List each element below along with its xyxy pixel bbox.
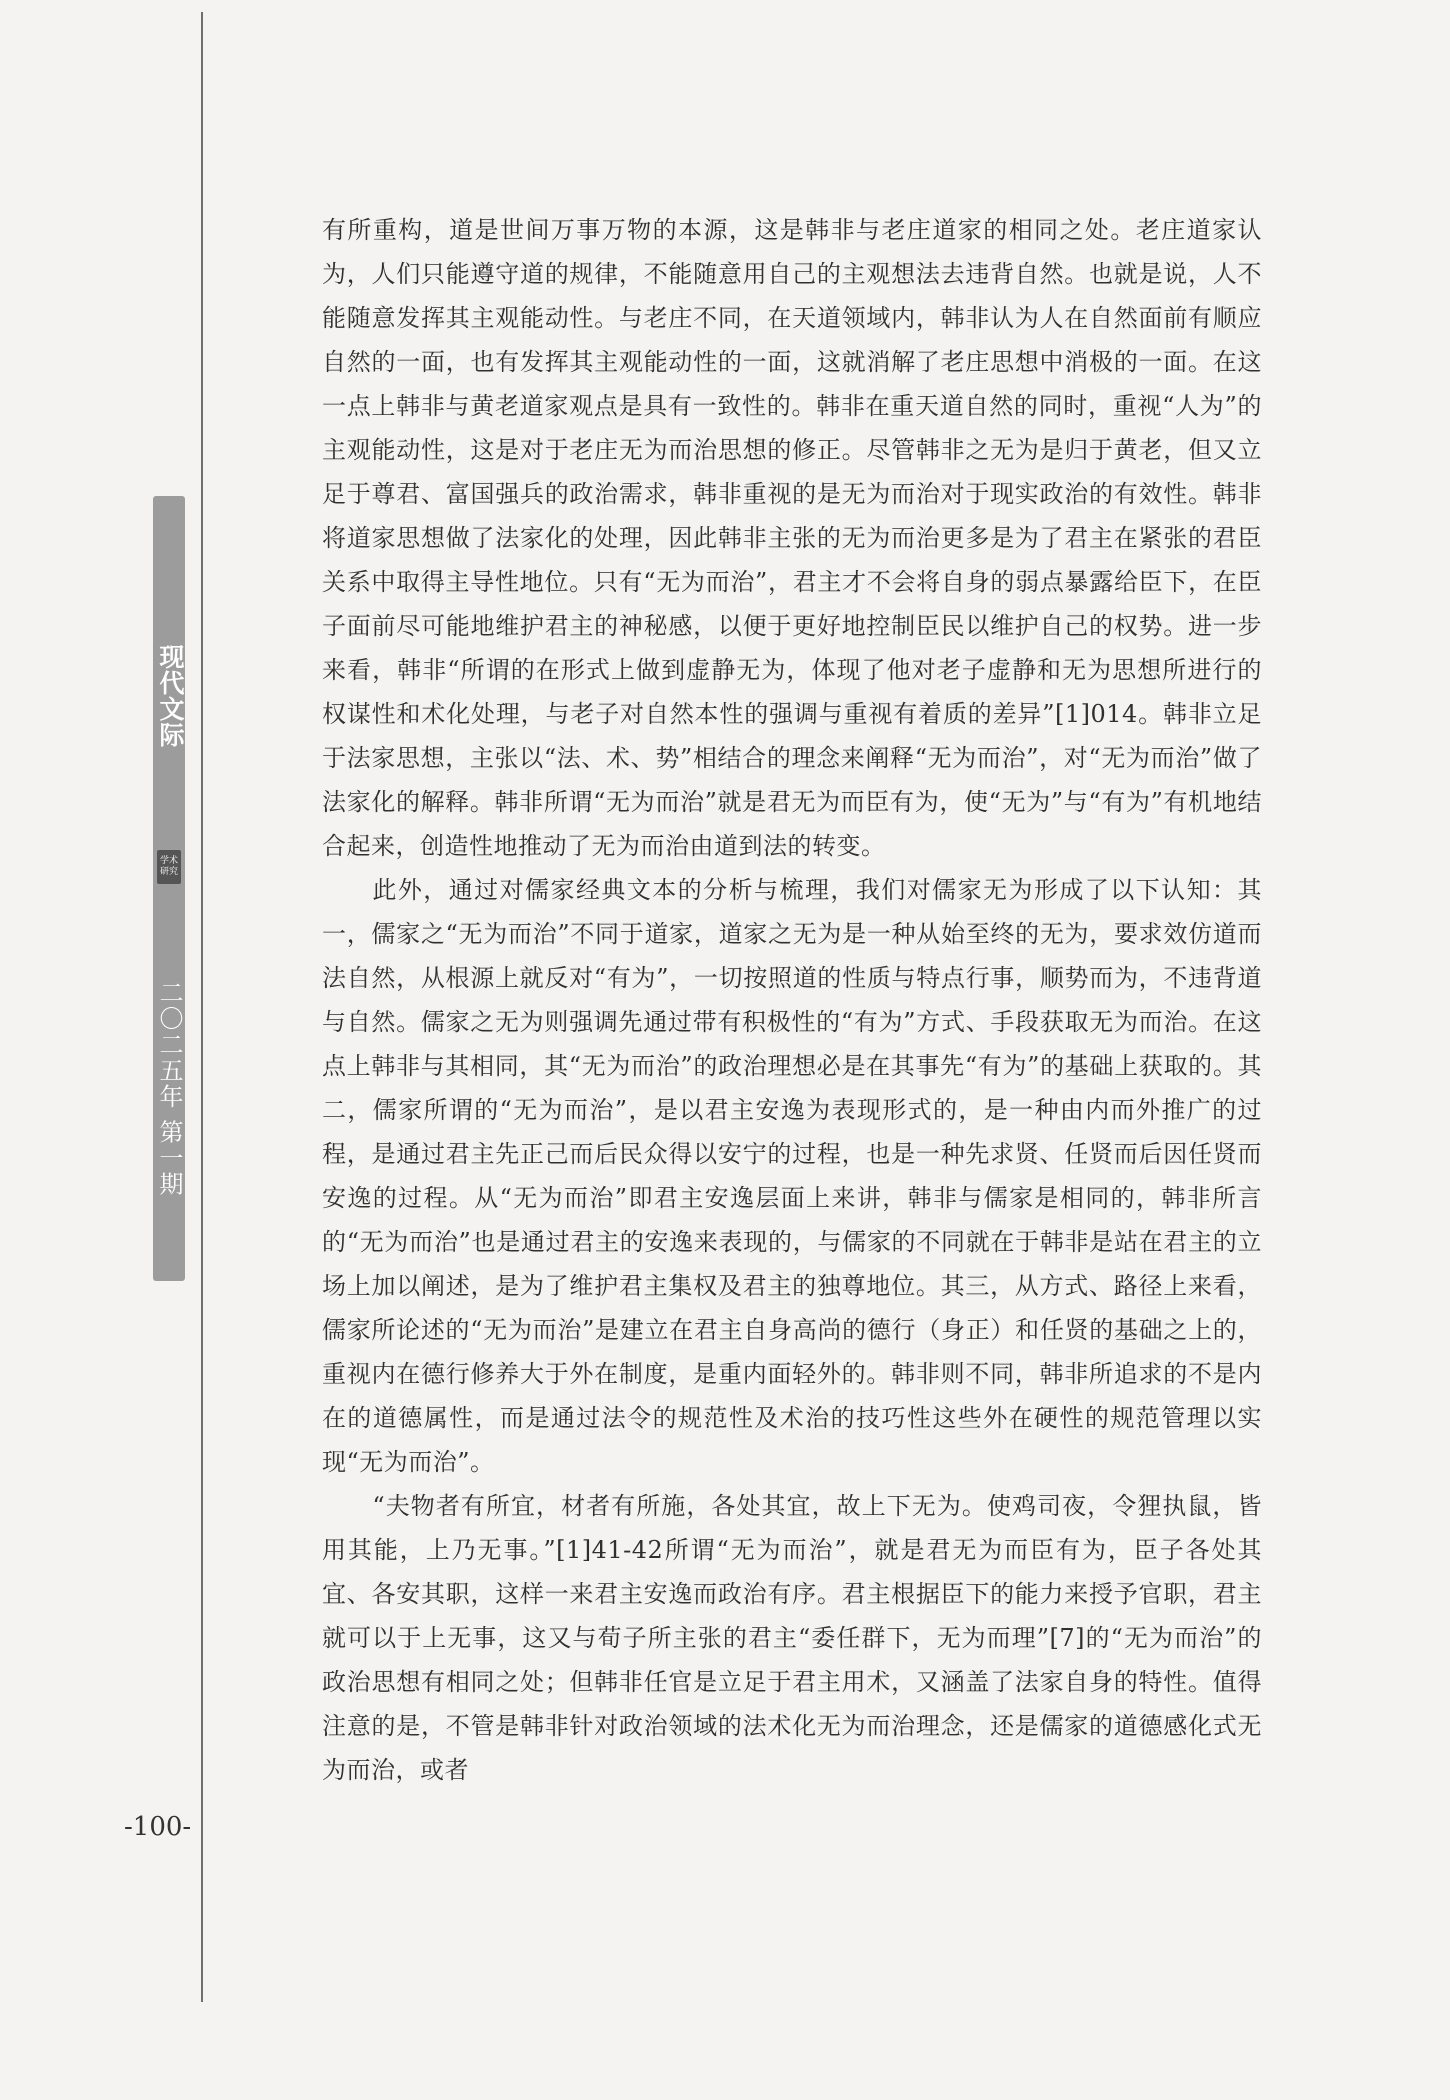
paragraph-3: “夫物者有所宜，材者有所施，各处其宜，故上下无为。使鸡司夜，令狸执鼠，皆用其能，上乃无事。”[1]41-42所谓“无为而治”，就是君无为而臣有为，臣子各处其宜、各安其职，这样一来君主安逸而政治有序。君主根据臣下的能力来授予官职，君主就可以于上无事，这又与荀子所主张的君主“委任群下，无为而理”[7]的“无为而治”的政治思想有相同之处；但韩非任官是立足于君主用术，又涵盖了法家自身的特性。值得注意的是，不管是韩非针对政治领域的法术化无为而治理念，还是儒家的道德感化式无为而治，或者 [322,1492,1262,1784]
paragraph-2: 此外，通过对儒家经典文本的分析与梳理，我们对儒家无为形成了以下认知：其一，儒家之“无为而治”不同于道家，道家之无为是一种从始至终的无为，要求效仿道而法自然，从根源上就反对“有为”，一切按照道的性质与特点行事，顺势而为，不违背道与自然。儒家之无为则强调先通过带有积极性的“有为”方式、手段获取无为而治。在这点上韩非与其相同，其“无为而治”的政治理想必是在其事先“有为”的基础上获取的。其二，儒家所谓的“无为而治”，是以君主安逸为表现形式的，是一种由内而外推广的过程，是通过君主先正己而后民众得以安宁的过程，也是一种先求贤、任贤而后因任贤而安逸的过程。从“无为而治”即君主安逸层面上来讲，韩非与儒家是相同的，韩非所言的“无为而治”也是通过君主的安逸来表现的，与儒家的不同就在于韩非是站在君主的立场上加以阐述，是为了维护君主集权及君主的独尊地位。其三，从方式、路径上来看，儒家所论述的“无为而治”是建立在君主自身高尚的德行（身正）和任贤的基础之上的，重视内在德行修养大于外在制度，是重内面轻外的。韩非则不同，韩非所追求的不是内在的道德属性，而是通过法令的规范性及术治的技巧性这些外在硬性的规范管理以实现“无为而治”。 [322,876,1262,1476]
paragraph-1: 有所重构，道是世间万事万物的本源，这是韩非与老庄道家的相同之处。老庄道家认为，人们只能遵守道的规律，不能随意用自己的主观想法去违背自然。也就是说，人不能随意发挥其主观能动性。与老庄不同，在天道领域内，韩非认为人在自然面前有顺应自然的一面，也有发挥其主观能动性的一面，这就消解了老庄思想中消极的一面。在这一点上韩非与黄老道家观点是具有一致性的。韩非在重天道自然的同时，重视“人为”的主观能动性，这是对于老庄无为而治思想的修正。尽管韩非之无为是归于黄老，但又立足于尊君、富国强兵的政治需求，韩非重视的是无为而治对于现实政治的有效性。韩非将道家思想做了法家化的处理，因此韩非主张的无为而治更多是为了君主在紧张的君臣关系中取得主导性地位。只有“无为而治”，君主才不会将自身的弱点暴露给臣下，在臣子面前尽可能地维护君主的神秘感，以便于更好地控制臣民以维护自己的权势。进一步来看，韩非“所谓的在形式上做到虚静无为，体现了他对老子虚静和无为思想所进行的权谋性和术化处理，与老子对自然本性的强调与重视有着质的差异”[1]014。韩非立足于法家思想，主张以“法、术、势”相结合的理念来阐释“无为而治”，对“无为而治”做了法家化的解释。韩非所谓“无为而治”就是君无为而臣有为，使“无为”与“有为”有机地结合起来，创造性地推动了无为而治由道到法的转变。 [322,216,1262,860]
issue-label: 二〇二五年 第一期 [155,980,183,1198]
margin-rule [201,12,203,2002]
journal-name: 现代文际 [156,644,185,748]
side-tab [153,496,185,1281]
section-label: 学术研究 [157,850,181,884]
body-text [322,208,1262,1792]
page-number: -100- [124,1812,192,1842]
